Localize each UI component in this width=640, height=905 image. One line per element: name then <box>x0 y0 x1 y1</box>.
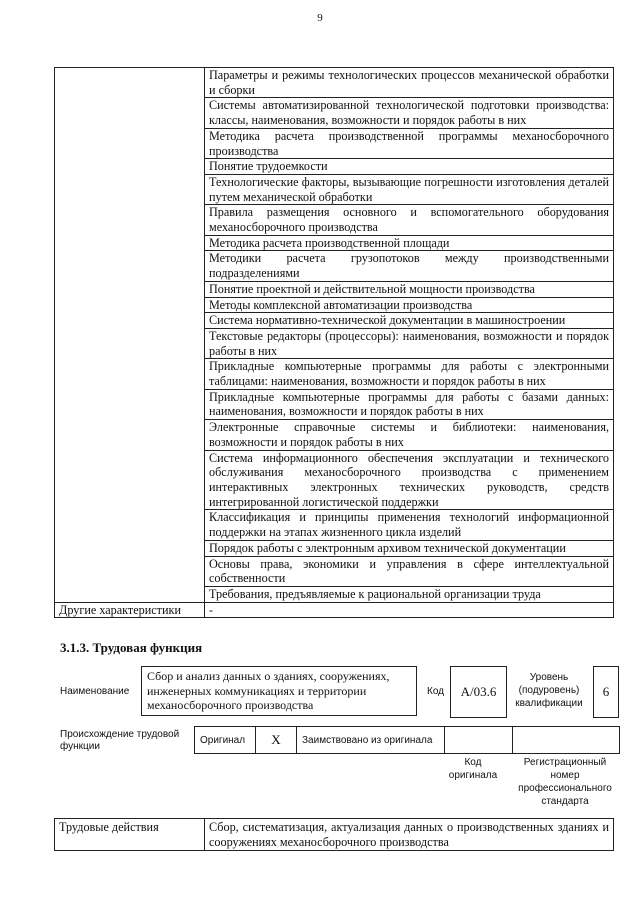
labor-actions-label: Трудовые действия <box>55 819 205 851</box>
knowledge-item: Прикладные компьютерные программы для работы с электронными таблицами: наименования, возможности и порядок работы в них <box>205 359 614 389</box>
function-name-box: Сбор и анализ данных о зданиях, сооружениях, инженерных коммуникациях и территории механосборочного производства <box>141 666 417 716</box>
name-label: Наименование <box>60 686 130 697</box>
borrowed-label: Заимствовано из оригинала <box>297 727 445 754</box>
knowledge-item: Классификация и принципы применения технологий информационной поддержки на этапах жизненного цикла изделий <box>205 510 614 540</box>
knowledge-item: Понятие проектной и действительной мощности производства <box>205 281 614 297</box>
original-mark: X <box>256 727 297 754</box>
knowledge-item: Правила размещения основного и вспомогательного оборудования механосборочного производства <box>205 205 614 235</box>
knowledge-item: Системы автоматизированной технологической подготовки производства: классы, наименования, возможности и порядок работы в них <box>205 98 614 128</box>
knowledge-item: Прикладные компьютерные программы для работы с базами данных: наименования, возможности и порядок работы в них <box>205 389 614 419</box>
knowledge-label-cell <box>55 68 205 603</box>
knowledge-item: Понятие трудоемкости <box>205 159 614 175</box>
other-characteristics-row <box>55 602 614 618</box>
knowledge-item: Методы комплексной автоматизации производства <box>205 297 614 313</box>
knowledge-item: Электронные справочные системы и библиотеки: наименования, возможности и порядок работы в них <box>205 420 614 450</box>
reg-number-caption: Регистрационный номер профессионального стандарта <box>518 757 612 807</box>
reg-number-cell <box>513 727 620 754</box>
labor-actions-table <box>54 818 614 851</box>
knowledge-item: Текстовые редакторы (процессоры): наименования, возможности и порядок работы в них <box>205 328 614 358</box>
knowledge-item: Порядок работы с электронным архивом технической документации <box>205 540 614 556</box>
knowledge-item: Требования, предъявляемые к рациональной организации труда <box>205 586 614 602</box>
code-original-caption: Код оригинала <box>448 757 498 781</box>
origin-label: Происхождение трудовой функции <box>60 729 180 752</box>
knowledge-item: Методики расчета грузопотоков между производственными подразделениями <box>205 251 614 281</box>
knowledge-item: Система информационного обеспечения эксплуатации и технического обслуживания механосборочного производства с применением интерактивных электронных технических руководств, средств интегрированной логистической поддержки <box>205 450 614 510</box>
knowledge-item: Основы права, экономики и управления в сфере интеллектуальной собственности <box>205 556 614 586</box>
other-characteristics-label: Другие характеристики <box>55 602 205 618</box>
knowledge-item: Параметры и режимы технологических процессов механической обработки и сборки <box>205 68 614 98</box>
function-code-box: А/03.6 <box>450 666 507 718</box>
other-characteristics-value: - <box>205 602 614 618</box>
knowledge-item: Технологические факторы, вызывающие погрешности изготовления деталей путем механической обработки <box>205 174 614 204</box>
original-label: Оригинал <box>195 727 256 754</box>
knowledge-item: Методика расчета производственной программы механосборочного производства <box>205 128 614 158</box>
level-label: Уровень (подуровень) квалификации <box>515 672 583 709</box>
page-number: 9 <box>317 12 323 24</box>
knowledge-row <box>55 68 614 98</box>
knowledge-item: Система нормативно-технической документации в машиностроении <box>205 313 614 329</box>
knowledge-item: Методика расчета производственной площади <box>205 235 614 251</box>
function-level-box: 6 <box>593 666 619 718</box>
origin-table <box>194 726 620 754</box>
knowledge-table <box>54 67 614 618</box>
code-label: Код <box>427 686 445 697</box>
code-original-cell <box>445 727 513 754</box>
labor-actions-value: Сбор, систематизация, актуализация данных о производственных зданиях и сооружениях механосборочного производства <box>205 819 614 851</box>
section-title: 3.1.3. Трудовая функция <box>60 640 203 655</box>
